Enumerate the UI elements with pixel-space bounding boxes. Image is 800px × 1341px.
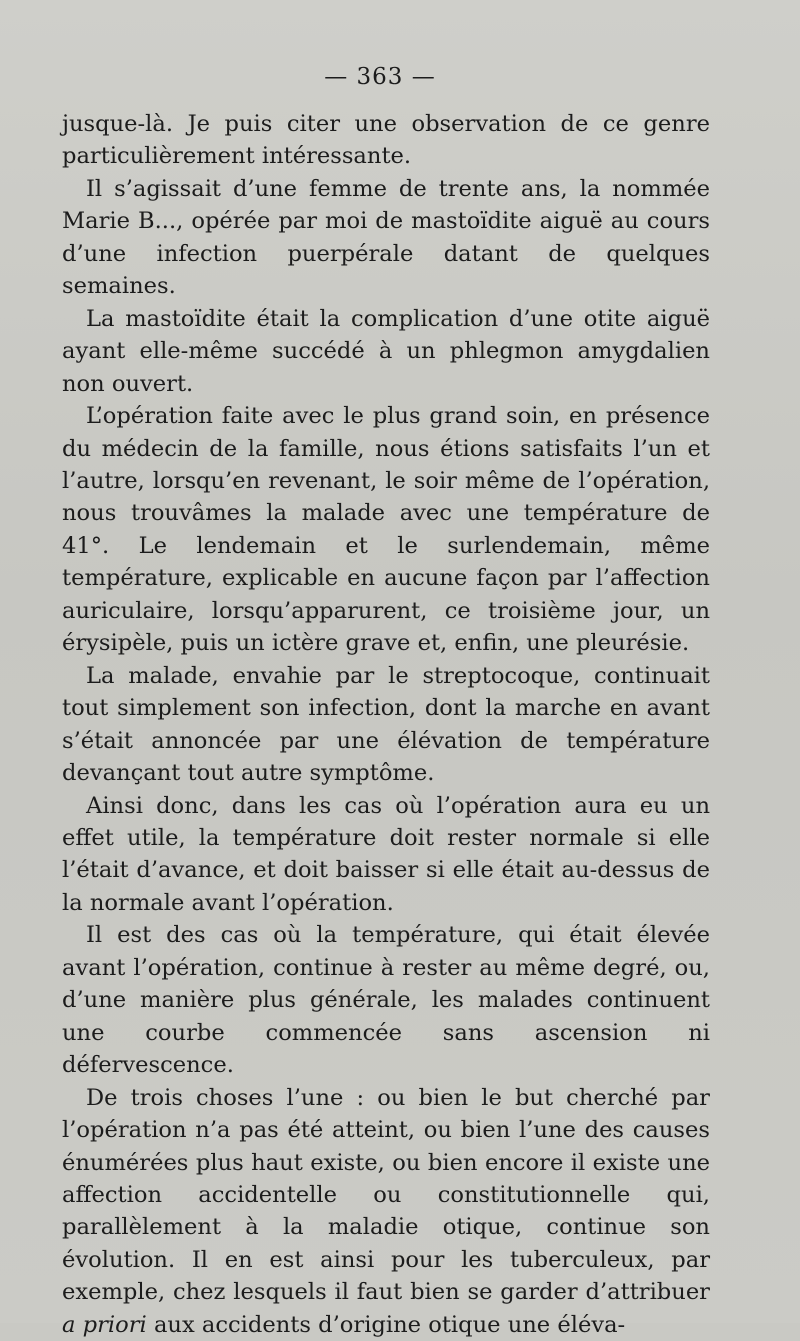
paragraph-8-italic: a priori bbox=[62, 1311, 147, 1338]
page-number: — 363 — bbox=[324, 64, 436, 90]
paragraph-7: Il est des cas où la température, qui était élevée avant l’opération, continue à rester au même degré, ou, d’une manière plus générale, les malades continuent une courbe commencée sans ascension ni défervescence. bbox=[62, 922, 710, 1079]
paragraph-4: L’opération faite avec le plus grand soin, en présence du médecin de la famille, nous étions satisfaits l’un et l’autre, lorsqu’en revenant, le soir même de l’opération, nous trouvâmes la malade avec une température de 41°. Le lendemain et le surlendemain, même température, explicable en aucune façon par l’affection auriculaire, lorsqu’apparurent, ce troisième jour, un érysipèle, puis un ictère grave et, enfin, une pleurésie. bbox=[62, 403, 710, 657]
paragraph-8 bbox=[62, 1082, 710, 1341]
paragraph-5: La malade, envahie par le streptocoque, continuait tout simplement son infection, dont la marche en avant s’était annoncée par une élévation de température devançant tout autre symptôme. bbox=[62, 662, 710, 787]
body-text bbox=[62, 108, 710, 1341]
paragraph-6: Ainsi donc, dans les cas où l’opération aura eu un effet utile, la température doit rester normale si elle l’était d’avance, et doit baisser si elle était au-dessus de la normale avant l’opération. bbox=[62, 792, 710, 916]
paragraph-2: Il s’agissait d’une femme de trente ans, la nommée Marie B..., opérée par moi de mastoïdite aiguë au cours d’une infection puerpérale datant de quelques semaines. bbox=[62, 175, 710, 300]
paragraph-1: jusque-là. Je puis citer une observation de ce genre particulièrement intéressante. bbox=[62, 111, 710, 170]
paragraph-8-text-after: aux accidents d’origine otique une éléva- bbox=[146, 1311, 626, 1338]
paragraph-3: La mastoïdite était la complication d’une otite aiguë ayant elle-même succédé à un phlegmon amygdalien non ouvert. bbox=[62, 305, 710, 397]
paragraph-8-text-before: De trois choses l’une : ou bien le but cherché par l’opération n’a pas été atteint, ou bien l’une des causes énumérées plus haut existe, ou bien encore il existe une affection accidentelle ou constitutionnelle qui, parallèlement à la maladie otique, continue son évolution. Il en est ainsi pour les tuberculeux, par exemple, chez lesquels il faut bien se garder d’attribuer bbox=[62, 1084, 710, 1306]
